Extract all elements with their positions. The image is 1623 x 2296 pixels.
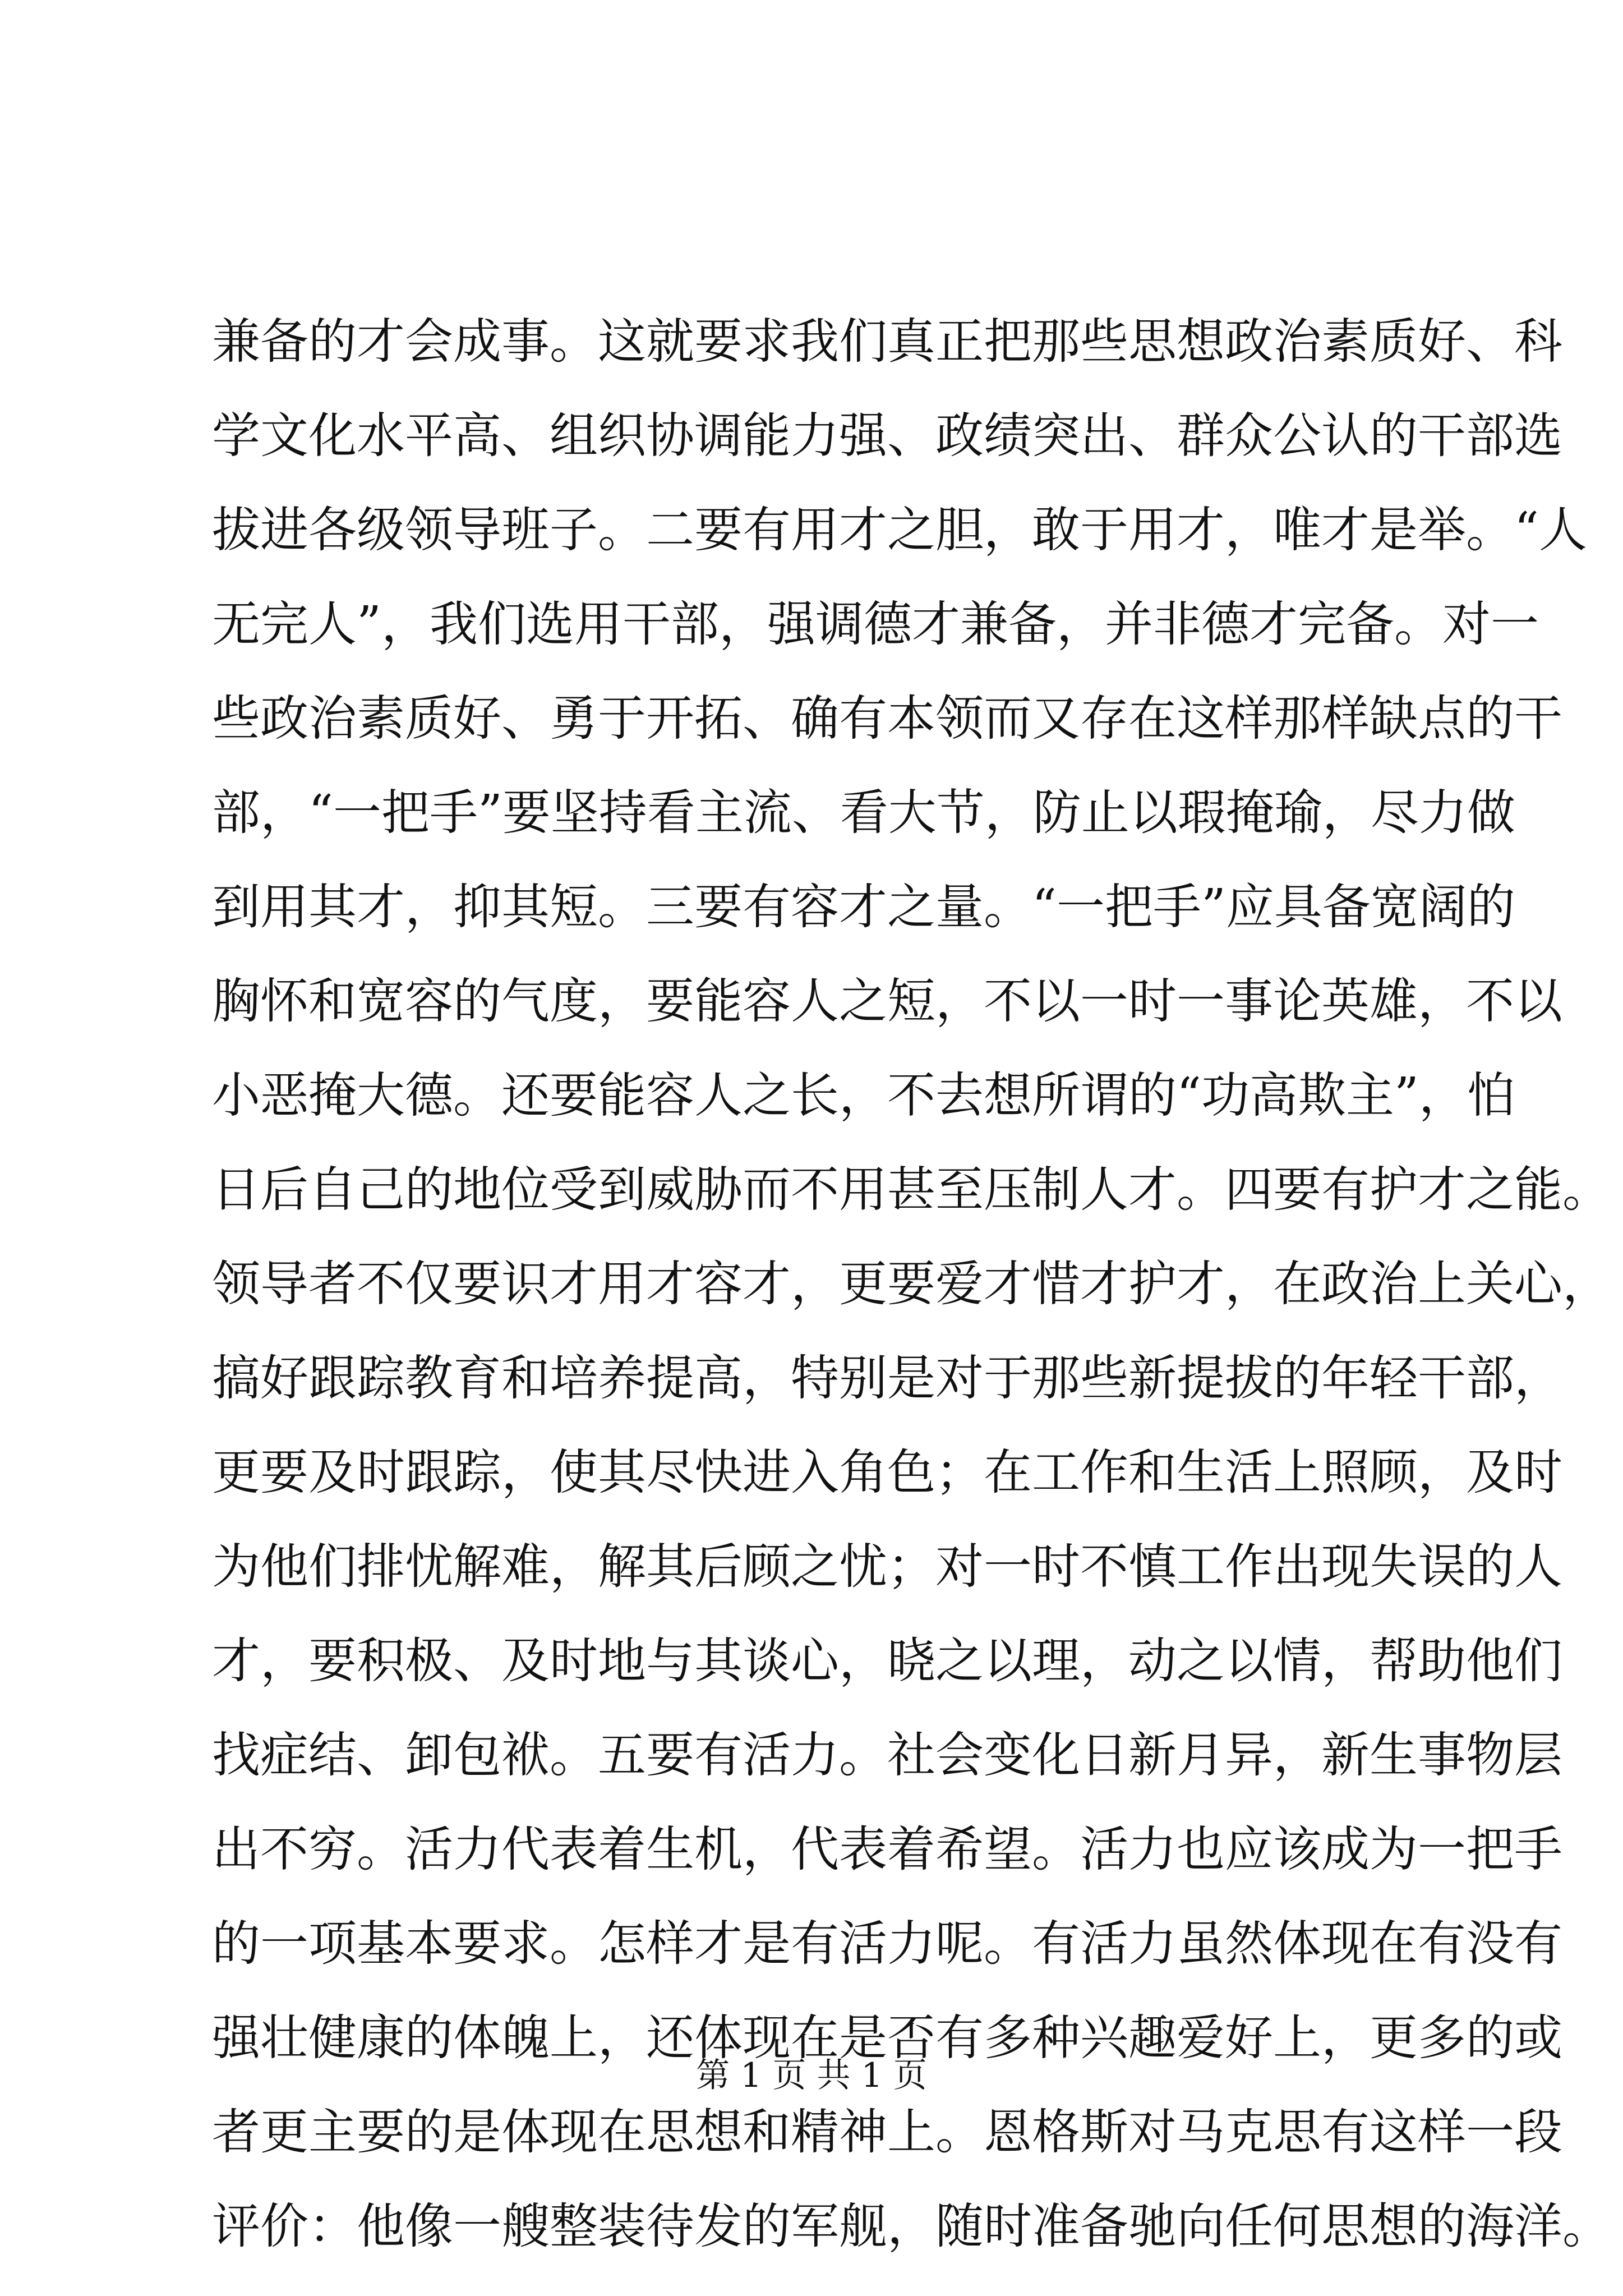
text-line-20: 者更主要的是体现在思想和精神上。恩格斯对马克思有这样一段 xyxy=(212,2104,1562,2160)
text-line-21: 评价：他像一艘整装待发的军舰，随时准备驰向任何思想的海洋。 xyxy=(212,2198,1611,2254)
text-line-16: 找症结、卸包袱。五要有活力。社会变化日新月异，新生事物层 xyxy=(212,1727,1562,1783)
text-line-10: 日后自己的地位受到威胁而不用甚至压制人才。四要有护才之能。 xyxy=(212,1162,1611,1218)
text-line-6: 部，“一把手”要坚持看主流、看大节，防止以瑕掩瑜，尽力做 xyxy=(212,785,1515,841)
text-line-9: 小恶掩大德。还要能容人之长，不去想所谓的“功高欺主”，怕 xyxy=(212,1068,1515,1124)
body-paragraph xyxy=(212,295,1611,2274)
text-line-7: 到用其才，抑其短。三要有容才之量。“一把手”应具备宽阔的 xyxy=(212,879,1515,935)
text-line-4: 无完人”，我们选用干部，强调德才兼备，并非德才完备。对一 xyxy=(212,596,1539,652)
text-line-3: 拔进各级领导班子。二要有用才之胆，敢于用才，唯才是举。“人 xyxy=(212,502,1587,558)
text-line-5: 些政治素质好、勇于开拓、确有本领而又存在这样那样缺点的干 xyxy=(212,691,1562,747)
text-line-2: 学文化水平高、组织协调能力强、政绩突出、群众公认的干部选 xyxy=(212,408,1562,464)
text-line-19: 强壮健康的体魄上，还体现在是否有多种兴趣爱好上，更多的或 xyxy=(212,2010,1562,2066)
text-line-18: 的一项基本要求。怎样才是有活力呢。有活力虽然体现在有没有 xyxy=(212,1916,1562,1972)
text-line-15: 才，要积极、及时地与其谈心，晓之以理，动之以情，帮助他们 xyxy=(212,1633,1562,1689)
text-line-11: 领导者不仅要识才用才容才，更要爱才惜才护才，在政治上关心， xyxy=(212,1256,1611,1312)
page-number-footer: 第 1 页 共 1 页 xyxy=(696,2056,927,2095)
text-line-17: 出不穷。活力代表着生机，代表着希望。活力也应该成为一把手 xyxy=(212,1821,1562,1878)
text-line-14: 为他们排忧解难，解其后顾之忧；对一时不慎工作出现失误的人 xyxy=(212,1539,1562,1595)
text-line-12: 搞好跟踪教育和培养提高，特别是对于那些新提拔的年轻干部， xyxy=(212,1350,1562,1406)
text-line-1: 兼备的才会成事。这就要求我们真正把那些思想政治素质好、科 xyxy=(212,314,1562,370)
text-line-8: 胸怀和宽容的气度，要能容人之短，不以一时一事论英雄，不以 xyxy=(212,973,1562,1029)
text-line-13: 更要及时跟踪，使其尽快进入角色；在工作和生活上照顾，及时 xyxy=(212,1444,1562,1501)
